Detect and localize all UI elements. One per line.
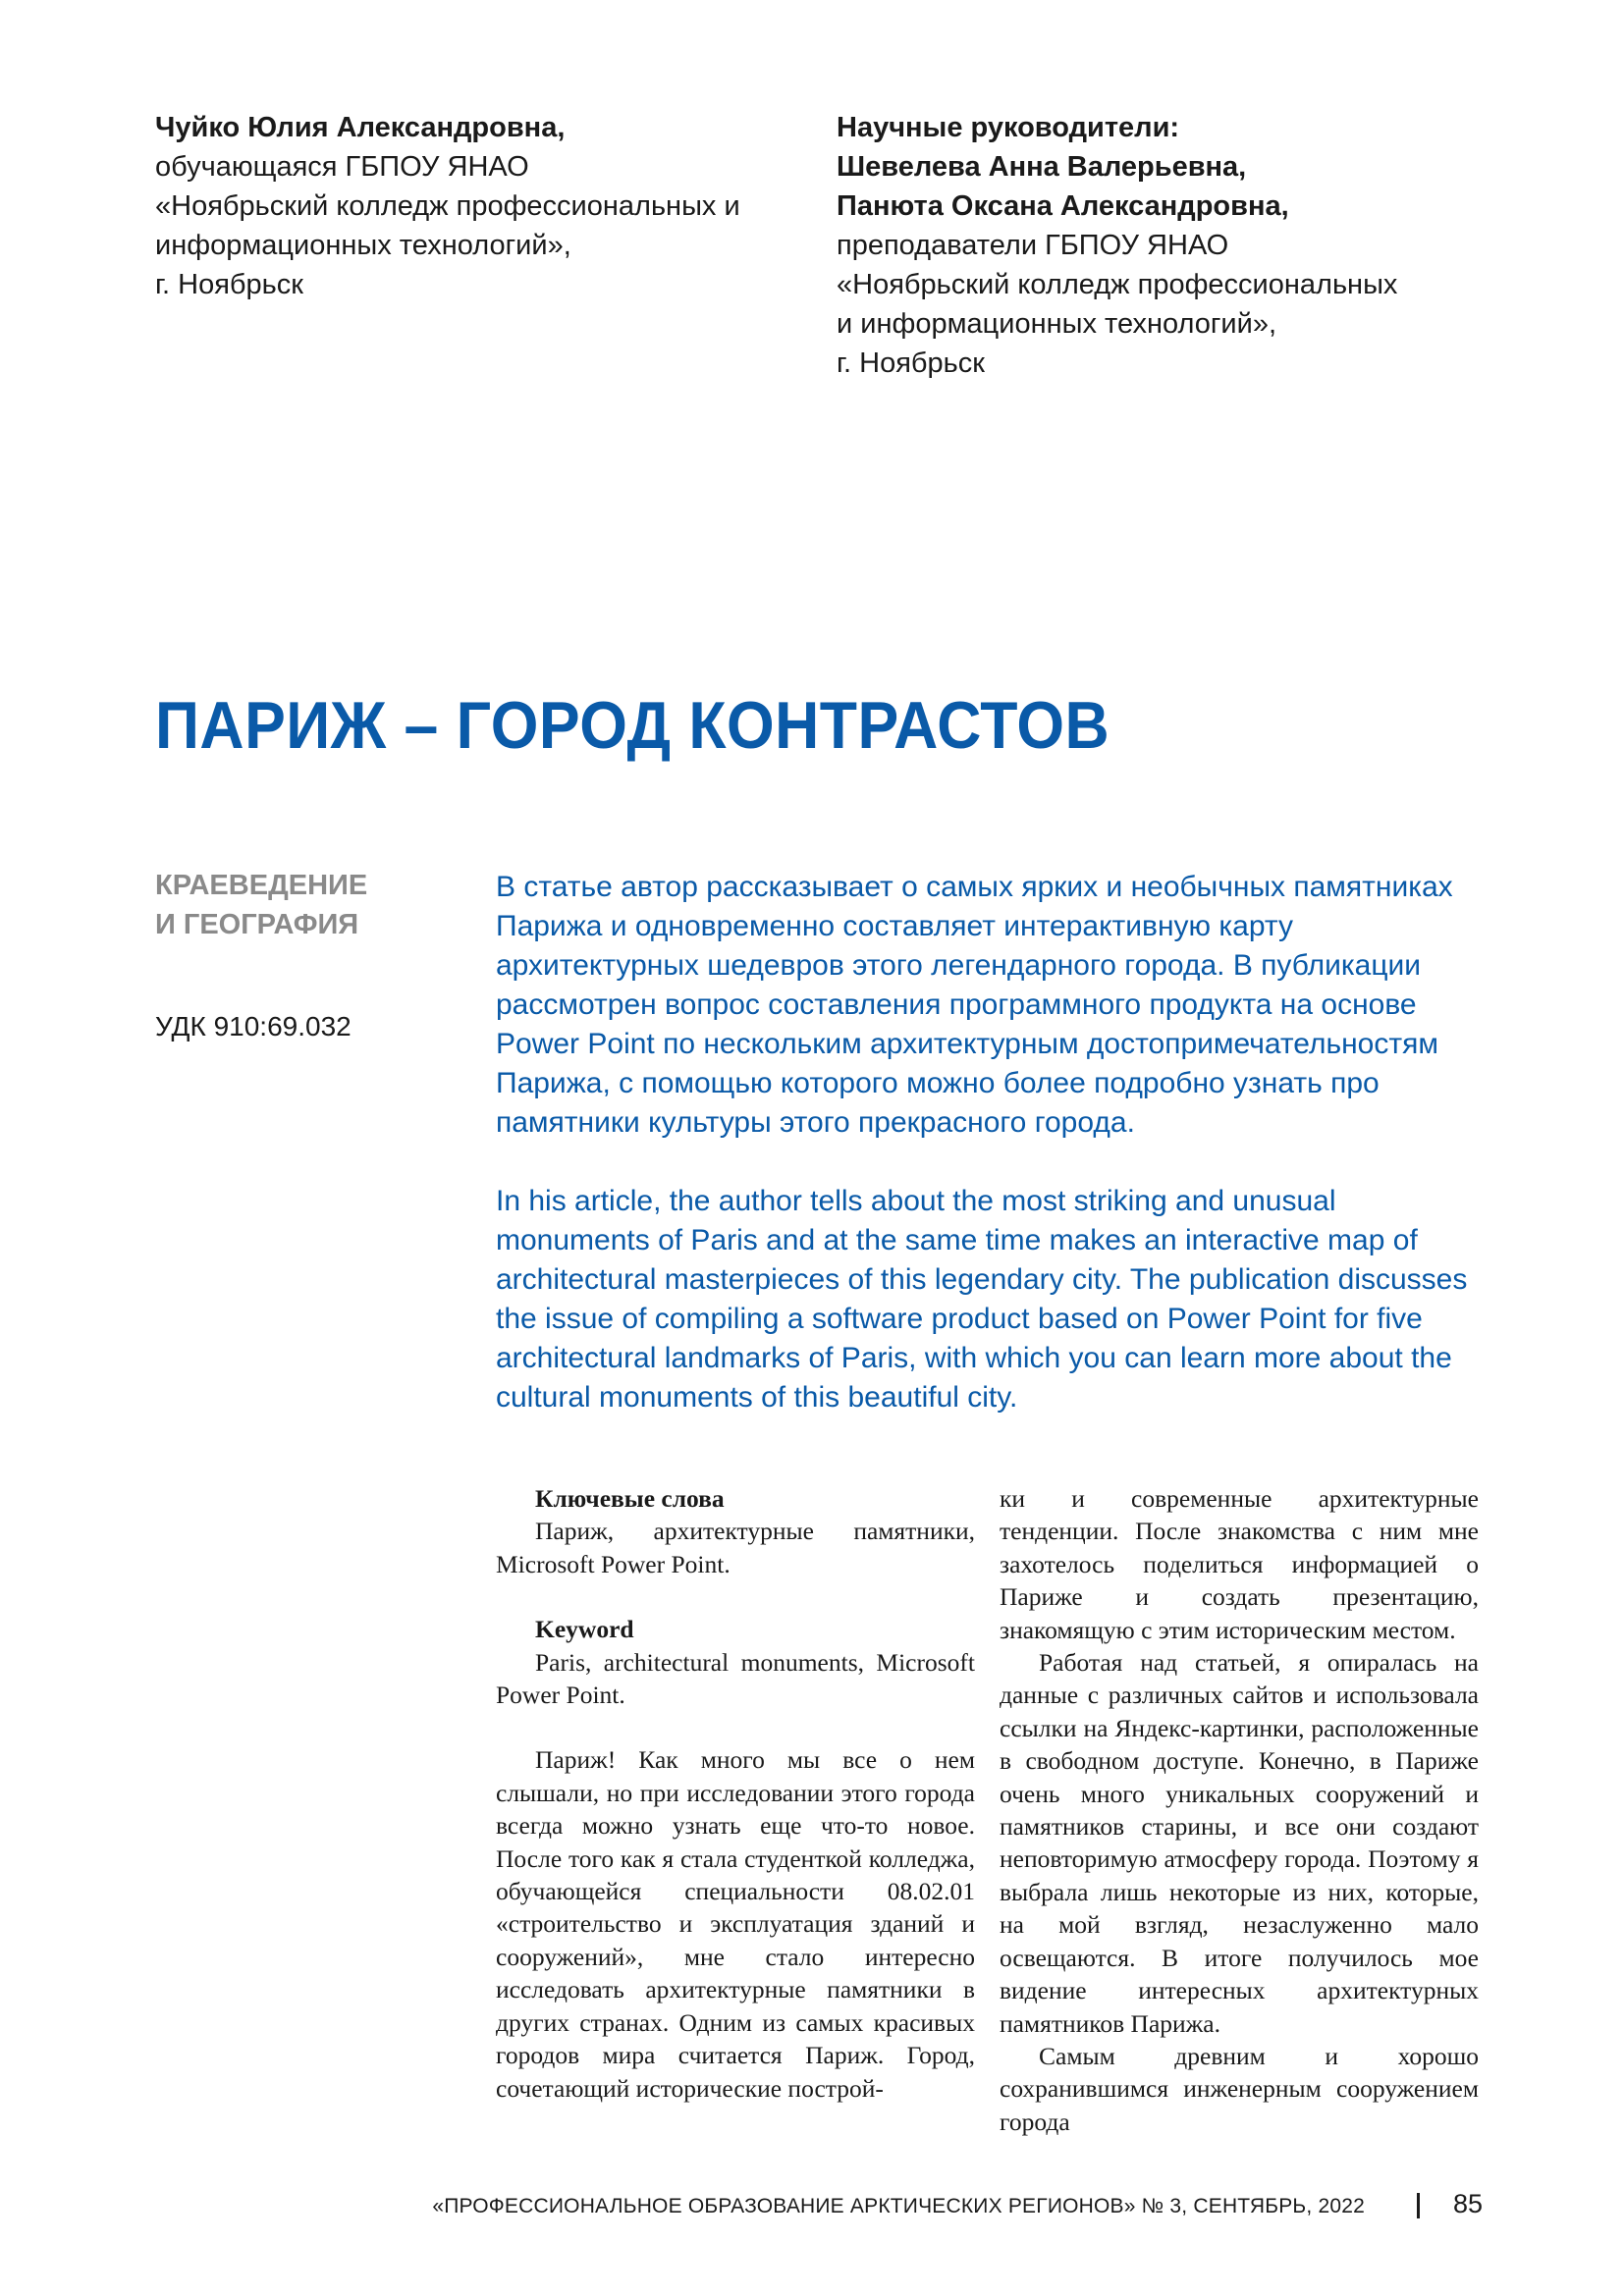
page-number: 85 [1452, 2189, 1483, 2218]
supervisor-affiliation-line: преподаватели ГБПОУ ЯНАО [837, 230, 1229, 261]
keywords-heading: Ключевые слова [535, 1484, 725, 1513]
keywords-text: Париж, архитектурные памятники, Microsoft Power Point. [496, 1517, 975, 1578]
section-label-line: КРАЕВЕДЕНИЕ [155, 870, 368, 901]
supervisor-name: Панюта Оксана Александровна, [837, 190, 1289, 222]
supervisor-affiliation-line: «Ноябрьский колледж профессиональных [837, 269, 1398, 300]
section-label-line: И ГЕОГРАФИЯ [155, 909, 359, 940]
udk-code: УДК 910:69.032 [155, 1011, 352, 1041]
abstract-english: In his article, the author tells about the most striking and unusual monuments of Paris and at the same time makes an interactive map of architectural masterpieces of this legendary city. The publication discusses the issue of compiling a software product based on Power Point for five architectural landmarks of Paris, with which you can learn more about the cultural monuments of this beautiful city. [496, 1185, 1468, 1414]
section-label [155, 866, 410, 944]
author-affiliation-line: обучающаяся ГБПОУ ЯНАО [155, 151, 529, 183]
supervisor-affiliation-line: и информационных технологий», [837, 308, 1277, 340]
body-column-left [496, 1482, 975, 2105]
author-info [155, 108, 784, 304]
supervisor-name: Шевелева Анна Валерьевна, [837, 151, 1247, 183]
author-city: г. Ноябрьск [155, 269, 303, 300]
keywords-en-heading: Keyword [535, 1615, 634, 1644]
body-paragraph: Самым древним и хорошо сохранившимся инженерным сооружением города [1000, 2041, 1479, 2136]
journal-name: «ПРОФЕССИОНАЛЬНОЕ ОБРАЗОВАНИЕ АРКТИЧЕСКИХ РЕГИОНОВ» № 3, СЕНТЯБРЬ, 2022 [432, 2195, 1365, 2217]
keywords-en-text: Paris, architectural monuments, Microsoft Power Point. [496, 1647, 975, 1710]
body-paragraph: Работая над статьей, я опиралась на данные с различных сайтов и использовала ссылки на Яндекс-картинки, расположенные в свободном доступе. Конечно, в Париже очень много уникальных сооружений и памятников старины, и все они создают неповторимую атмосферу города. Поэтому я выбрала лишь некоторые из них, которые, на мой взгляд, незаслуженно мало освещаются. В итоге получилось мое видение интересных архитектурных памятников Парижа. [1000, 1648, 1479, 2038]
author-affiliation-line: информационных технологий», [155, 230, 571, 261]
author-name: Чуйко Юлия Александровна, [155, 112, 566, 143]
body-column-right [1000, 1482, 1479, 2138]
supervisors-heading: Научные руководители: [837, 112, 1180, 143]
supervisors-info [837, 108, 1524, 383]
abstract-russian: В статье автор рассказывает о самых ярких и необычных памятниках Парижа и одновременно составляет интерактивную карту архитектурных шедевров этого легендарного города. В публикации рассмотрен вопрос составления программного продукта на основе Power Point по нескольким архитектурным достопримечательностям Парижа, с помощью которого можно более подробно узнать про памятники культуры этого прекрасного города. [496, 871, 1453, 1139]
body-paragraph: Париж! Как много мы все о нем слышали, но при исследовании этого города всегда можно узнать еще что-то новое. После того как я стала студенткой колледжа, обучающейся специальности 08.02.01 «строительство и эксплуатация зданий и сооружений», мне стало интересно исследовать архитектурные памятники в других странах. Одним из самых красивых городов мира считается Париж. Город, сочетающий исторические построй- [496, 1745, 975, 2103]
author-affiliation-line: «Ноябрьский колледж профессиональных и [155, 190, 740, 222]
page-footer [432, 2187, 1483, 2226]
supervisor-city: г. Ноябрьск [837, 347, 985, 379]
body-paragraph-continued: ки и современные архитектурные тенденции. После знакомства с ним мне захотелось поделиться информацией о Париже и создать презентацию, знакомящую с этим историческим местом. [1000, 1484, 1479, 1644]
article-title: ПАРИЖ – ГОРОД КОНТРАСТОВ [155, 688, 1110, 763]
footer-divider [1417, 2193, 1420, 2218]
